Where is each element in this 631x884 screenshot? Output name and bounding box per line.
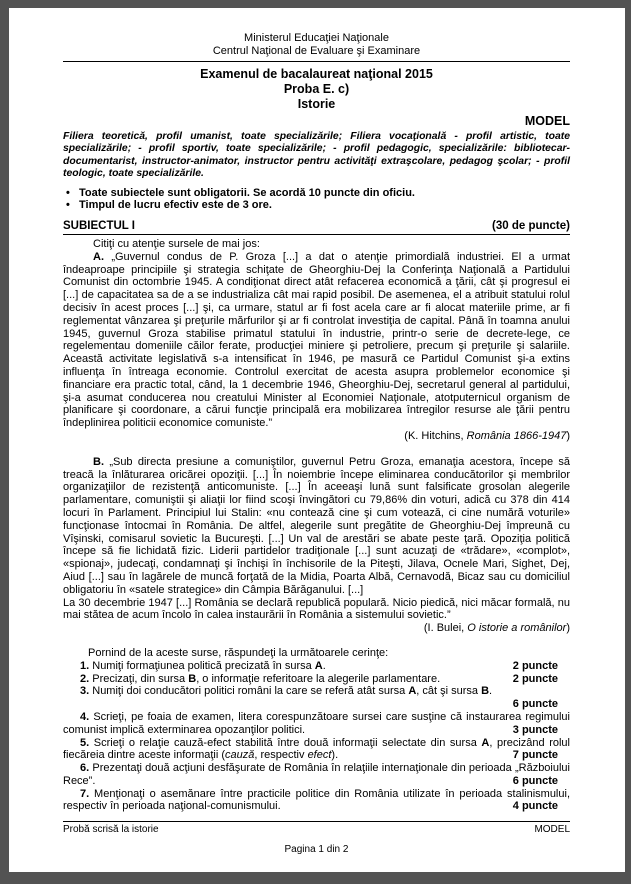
task-number: 2.: [80, 672, 90, 685]
citation-close: ): [566, 429, 570, 442]
footer-row: [63, 821, 570, 836]
task-text: Precizaţi, din sursa B, o informaţie referitoare la alegerile parlamentare.: [92, 672, 441, 685]
task-number: 7.: [80, 787, 90, 800]
sources-intro: Citiţi cu atenţie sursele de mai jos:: [93, 238, 260, 251]
citation-close: ): [566, 622, 570, 635]
task-number: 3.: [80, 685, 90, 698]
task-text: Prezentaţi două acţiuni desfăşurate de România în relaţiile internaţionale din perioada „Războiului Rece”.: [63, 762, 570, 787]
task-text: Scrieţi, pe foaia de examen, litera corespunzătoare sursei care susţine că instaurarea regimului comunist implică exterminarea opozanţilor politici.: [63, 710, 570, 736]
footer-proba-label: Probă scrisă la istorie: [63, 824, 159, 835]
task-item-1: [63, 660, 570, 673]
task-text: Scrieţi o relaţie cauză-efect stabilită între două informaţii selectate din sursa A, precizând rolul fiecăreia dintre aceste informaţii (cauză, respectiv efect).: [63, 736, 570, 762]
instruction-item: [63, 187, 570, 200]
task-number: 1.: [80, 659, 90, 672]
task-item-5: [63, 737, 570, 763]
source-a-citation: [63, 430, 570, 443]
task-number: 6.: [80, 762, 90, 775]
source-a-paragraph: [63, 251, 570, 430]
footer-model-label: MODEL: [534, 824, 570, 835]
source-b-paragraph: [63, 456, 570, 597]
bullet-icon: •: [66, 186, 70, 199]
exam-subject-name: Istorie: [297, 97, 336, 111]
task-points: 6 puncte: [512, 698, 558, 711]
task-points: 3 puncte: [512, 723, 558, 736]
ministry-line: Ministerul Educaţiei Naţionale: [244, 32, 389, 44]
task-text: Numiţi doi conducători politici români la care se referă atât sursa A, cât şi sursa B.: [92, 685, 493, 698]
task-text: Numiţi formaţiunea politică precizată în sursa A.: [92, 659, 326, 672]
citation-title: România 1866-1947: [466, 429, 567, 442]
header-org: [63, 32, 570, 58]
task-item-4: [63, 711, 570, 737]
subject-heading-row: [63, 220, 570, 235]
task-points: 7 puncte: [512, 749, 558, 762]
instructions-list: [63, 187, 570, 213]
subject-points: (30 de puncte): [492, 220, 570, 233]
source-a-lead: A.: [93, 250, 104, 263]
bullet-icon: •: [66, 199, 70, 212]
source-b-text: „Sub directa presiune a comuniştilor, guvernul Petru Groza, emanaţia acestora, începe să treacă la înlăturarea oricărei opoziţii. [...] În noiembrie începe eliminarea conducătorilor şi membrilor organizaţiilor de rezistenţă anticomuniste. [...] În aceeaşi lună sunt falsificate grosolan alegerile parlamentare, comuniştii şi aliaţii lor fiind scoşi învingători cu 79,86% din voturi, adică cu 378 din 414 locuri în Parlament. Principiul lui Stalin: «nu contează cine şi cum votează, ci cine numără voturile» funcţionase întocmai în România. De altfel, alegerile sunt pregătite de Gheorghiu-Dej împreună cu Vîşinski, comisarul sovietic la Bucureşti. [...] Un val de arestări se abate peste ţară. Opoziţia politică începe să fie lichidată fizic. Liderii partidelor tradiţionale [...] sunt acuzaţi de «trădare», «complot», «spionaj», judecaţi, condamnaţi şi închişi în închisorile de la Piteşti, Jilava, Ocnele Mari, Sighet, Dej, Aiud [...] sau în lagărele de muncă forţată de la Midia, Poarta Albă, Cernavodă, Bicaz sau cu domiciliul obligatoriu în «satele strategice» din Câmpia Bărăganului. [...]: [63, 455, 570, 596]
tasks-intro: Pornind de la aceste surse, răspundeţi la următoarele cerinţe:: [88, 646, 389, 659]
page-number: Pagina 1 din 2: [284, 844, 349, 855]
evaluation-center-line: Centrul Naţional de Evaluare şi Examinare: [212, 45, 421, 57]
citation-author: (I. Bulei,: [423, 622, 468, 635]
source-a-text: „Guvernul condus de P. Groza [...] a dat o atenţie primordială industriei. El a urmat îndeaproape principiile şi strategia schiţate de Gheorghiu-Dej la Conferinţa Naţională a Partidului Comunist din octombrie 1945. A condiţionat direct atât refacerea economică a ţării, cât şi progresul ei [...] de capacitatea sa de a se industrializa cât mai rapid posibil. De asemenea, el a atribuit statului rolul decisiv în acest proces [...] şi, ca urmare, statul ar fi fost acela care ar fi alocat materiile prime, ar fi reglementat vânzarea şi preţurile mărfurilor şi ar fi controlat investiţia de capital. Până în toamna anului 1945, guvernul Groza stabilise primatul statului în industrie, printr-o serie de decrete-lege, ce regelementau domeniile căilor ferate, producţiei miniere şi petroliere, precum şi preţurile şi salariile. Această activitate legislativă s-a intensificat în 1946, pe masură ce Partidul Comunist şi-a extins influenţa în întreaga economie. Controlul exercitat de acesta asupra problemelor economice şi financiare era practic total, când, la 1 decembrie 1946, Gheorghiu-Dej, secretarul general al partidului, şi-a asumat conducerea nou creatului Minister al Economiei Naţionale, atotputernicul organism de planificare şi coordonare, a cărui funcţie principală era mobilizarea întregilor resurse ale ţării pentru îndeplinirea politicii economice comuniste.”: [63, 250, 571, 430]
source-b-citation: [63, 622, 570, 635]
source-b-extra: La 30 decembrie 1947 [...] România se declară republică populară. Nicio piedică, nici măcar formală, nu mai stătea de acum încolo în calea instaurării în România a sistemului sovietic.”: [63, 596, 570, 622]
task-number: 5.: [80, 736, 90, 749]
page-content: [9, 8, 625, 813]
citation-author: (K. Hitchins,: [404, 429, 467, 442]
task-points: 6 puncte: [512, 774, 558, 787]
page-footer: [63, 821, 570, 856]
task-text: Menţionaţi o asemănare între practicile politice din România utilizate în perioada stalinismului, respectiv în perioada naţional-comunismului.: [63, 787, 570, 813]
task-points: 2 puncte: [512, 672, 558, 685]
instruction-text: Timpul de lucru efectiv este de 3 ore.: [79, 199, 272, 212]
task-item-7: [63, 788, 570, 814]
instruction-text: Toate subiectele sunt obligatorii. Se acordă 10 puncte din oficiu.: [79, 186, 415, 199]
citation-title: O istorie a românilor: [467, 622, 567, 635]
header-rule: [63, 61, 570, 62]
exam-title: Examenul de bacalaureat naţional 2015: [200, 67, 433, 81]
task-points: 4 puncte: [512, 800, 558, 813]
eligibility-note: Filiera teoretică, profil umanist, toate specializările; Filiera vocaţională - profil artistic, toate specializările; - profil sportiv, toate specializările; - profil pedagogic, specializările: bibliotecar-documentarist, instructor-animator, instructor pentru activităţi extraşcolare, pedagog şcolar; - profil teologic, toate specializările.: [63, 131, 570, 180]
source-b-lead: B.: [93, 455, 104, 468]
exam-page: [9, 8, 625, 872]
exam-title-block: [63, 67, 570, 112]
task-number: 4.: [80, 710, 90, 723]
task-points: 2 puncte: [512, 659, 558, 672]
subject-heading: SUBIECTUL I: [63, 220, 135, 233]
task-item-3: [63, 685, 570, 711]
task-item-6: [63, 762, 570, 788]
model-label: MODEL: [524, 114, 570, 128]
instruction-item: [63, 199, 570, 212]
exam-subtitle-proba: Proba E. c): [283, 82, 350, 96]
task-item-2: [63, 673, 570, 686]
